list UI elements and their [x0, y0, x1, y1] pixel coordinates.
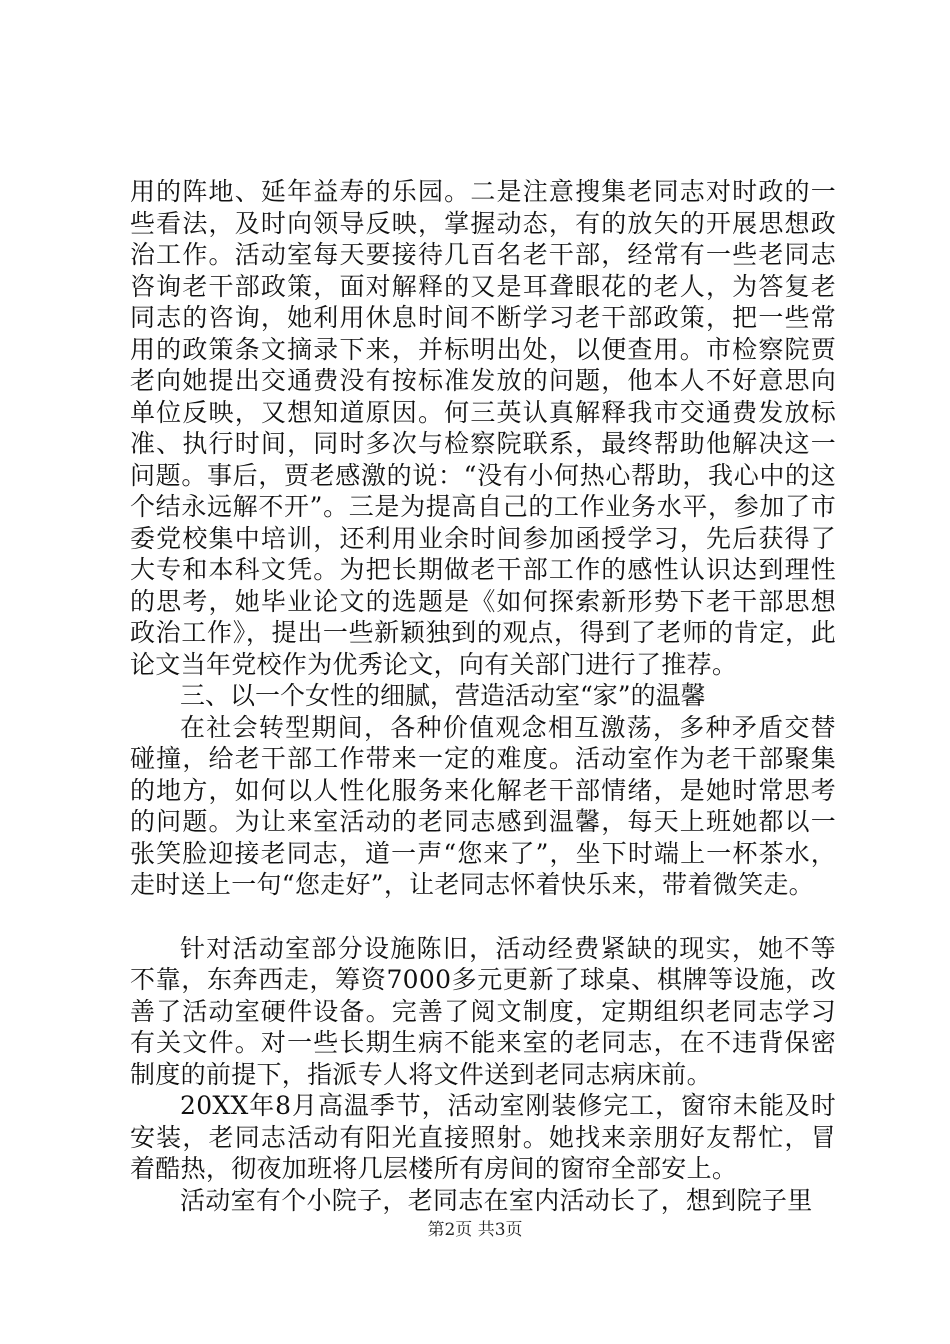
paragraph-spacer	[130, 901, 836, 933]
paragraph-continuation: 用的阵地、延年益寿的乐园。二是注意搜集老同志对时政的一些看法，及时向领导反映，掌握动态，有的放矢的开展思想政治工作。活动室每天要接待几百名老干部，经常有一些老同志咨询老干部政策，面对解释的又是耳聋眼花的老人，为答复老同志的咨询，她利用休息时间不断学习老干部政策，把一些常用的政策条文摘录下来，并标明出处，以便查用。市检察院贾老向她提出交通费没有按标准发放的问题，他本人不好意思向单位反映，又想知道原因。何三英认真解释我市交通费发放标准、执行时间，同时多次与检察院联系，最终帮助他解决这一问题。事后，贾老感激的说：“没有小何热心帮助，我心中的这个结永远解不开”。三是为提高自己的工作业务水平，参加了市委党校集中培训，还利用业余时间参加函授学习，先后获得了大专和本科文凭。为把长期做老干部工作的感性认识达到理性的思考，她毕业论文的选题是《如何探索新形势下老干部思想政治工作》，提出一些新颖独到的观点，得到了老师的肯定，此论文当年党校作为优秀论文，向有关部门进行了推荐。	[130, 177, 836, 679]
paragraph-facilities: 针对活动室部分设施陈旧，活动经费紧缺的现实，她不等不靠，东奔西走，筹资7000多元更新了球桌、棋牌等设施，改善了活动室硬件设备。完善了阅文制度，定期组织老同志学习有关文件。对一些长期生病不能来室的老同志，在不违背保密制度的前提下，指派专人将文件送到老同志病床前。	[130, 933, 836, 1089]
paragraph-social-transition: 在社会转型期间，各种价值观念相互激荡，多种矛盾交替碰撞，给老干部工作带来一定的难度。活动室作为老干部聚集的地方，如何以人性化服务来化解老干部情绪，是她时常思考的问题。为让来室活动的老同志感到温馨，每天上班她都以一张笑脸迎接老同志，道一声“您来了”，坐下时端上一杯茶水，走时送上一句“您走好”，让老同志怀着快乐来，带着微笑走。	[130, 712, 836, 899]
section-heading-3: 三、以一个女性的细腻，营造活动室“家”的温馨	[180, 681, 706, 710]
paragraph-curtains: 20XX年8月高温季节，活动室刚装修完工，窗帘未能及时安装，老同志活动有阳光直接照射。她找来亲朋好友帮忙，冒着酷热，彻夜加班将几层楼所有房间的窗帘全部安上。	[130, 1091, 836, 1183]
page-footer: 第2页 共3页	[427, 1220, 523, 1240]
paragraph-courtyard: 活动室有个小院子，老同志在室内活动长了，想到院子里	[180, 1185, 813, 1215]
document-body	[130, 176, 836, 1216]
